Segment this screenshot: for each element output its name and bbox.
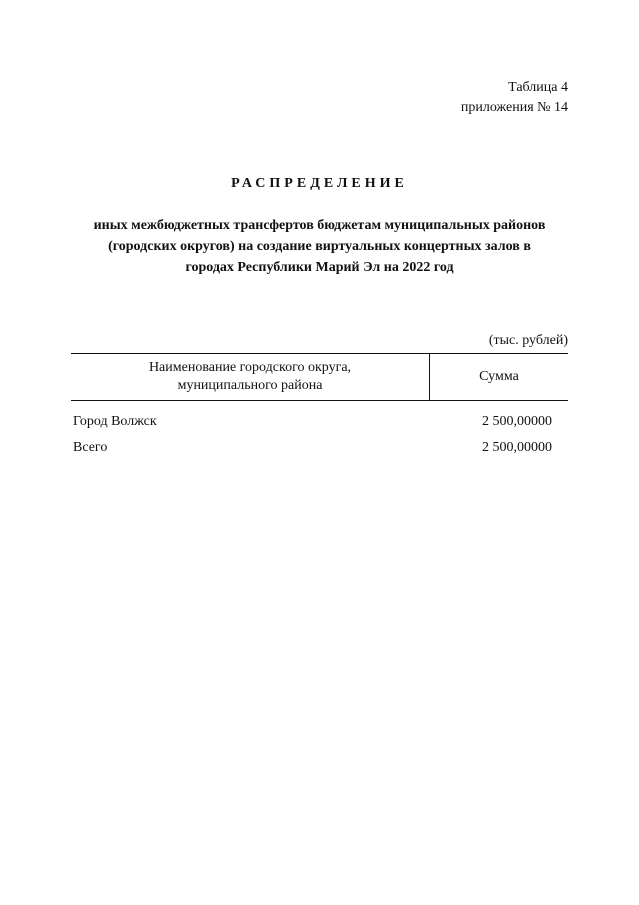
table-header (71, 353, 568, 401)
appendix-table-number: Таблица 4 (508, 80, 568, 95)
total-sum-cell: 2 500,00000 (482, 440, 552, 455)
subtitle-line-2: (городских округов) на создание виртуальных концертных залов в (108, 239, 531, 254)
appendix-number: приложения № 14 (460, 100, 568, 115)
subtitle-line-3: городах Республики Марий Эл на 2022 год (185, 260, 454, 275)
header-name-column (71, 354, 430, 400)
units-label: (тыс. рублей) (488, 333, 568, 348)
table-body (71, 409, 568, 461)
table-row (71, 409, 568, 435)
row-name-cell: Город Волжск (73, 414, 157, 429)
table-row-total (71, 435, 568, 461)
row-sum-cell: 2 500,00000 (482, 414, 552, 429)
subtitle-line-1: иных межбюджетных трансфертов бюджетам муниципальных районов (93, 218, 546, 233)
header-name-line-1: Наименование городского округа, (148, 360, 352, 375)
appendix-reference (461, 78, 568, 118)
header-name-line-2: муниципального района (177, 378, 323, 393)
document-title: РАСПРЕДЕЛЕНИЕ (231, 176, 408, 191)
total-name-cell: Всего (73, 440, 108, 455)
header-sum-column: Сумма (479, 369, 519, 384)
distribution-table (71, 353, 568, 461)
document-subtitle (60, 215, 579, 278)
